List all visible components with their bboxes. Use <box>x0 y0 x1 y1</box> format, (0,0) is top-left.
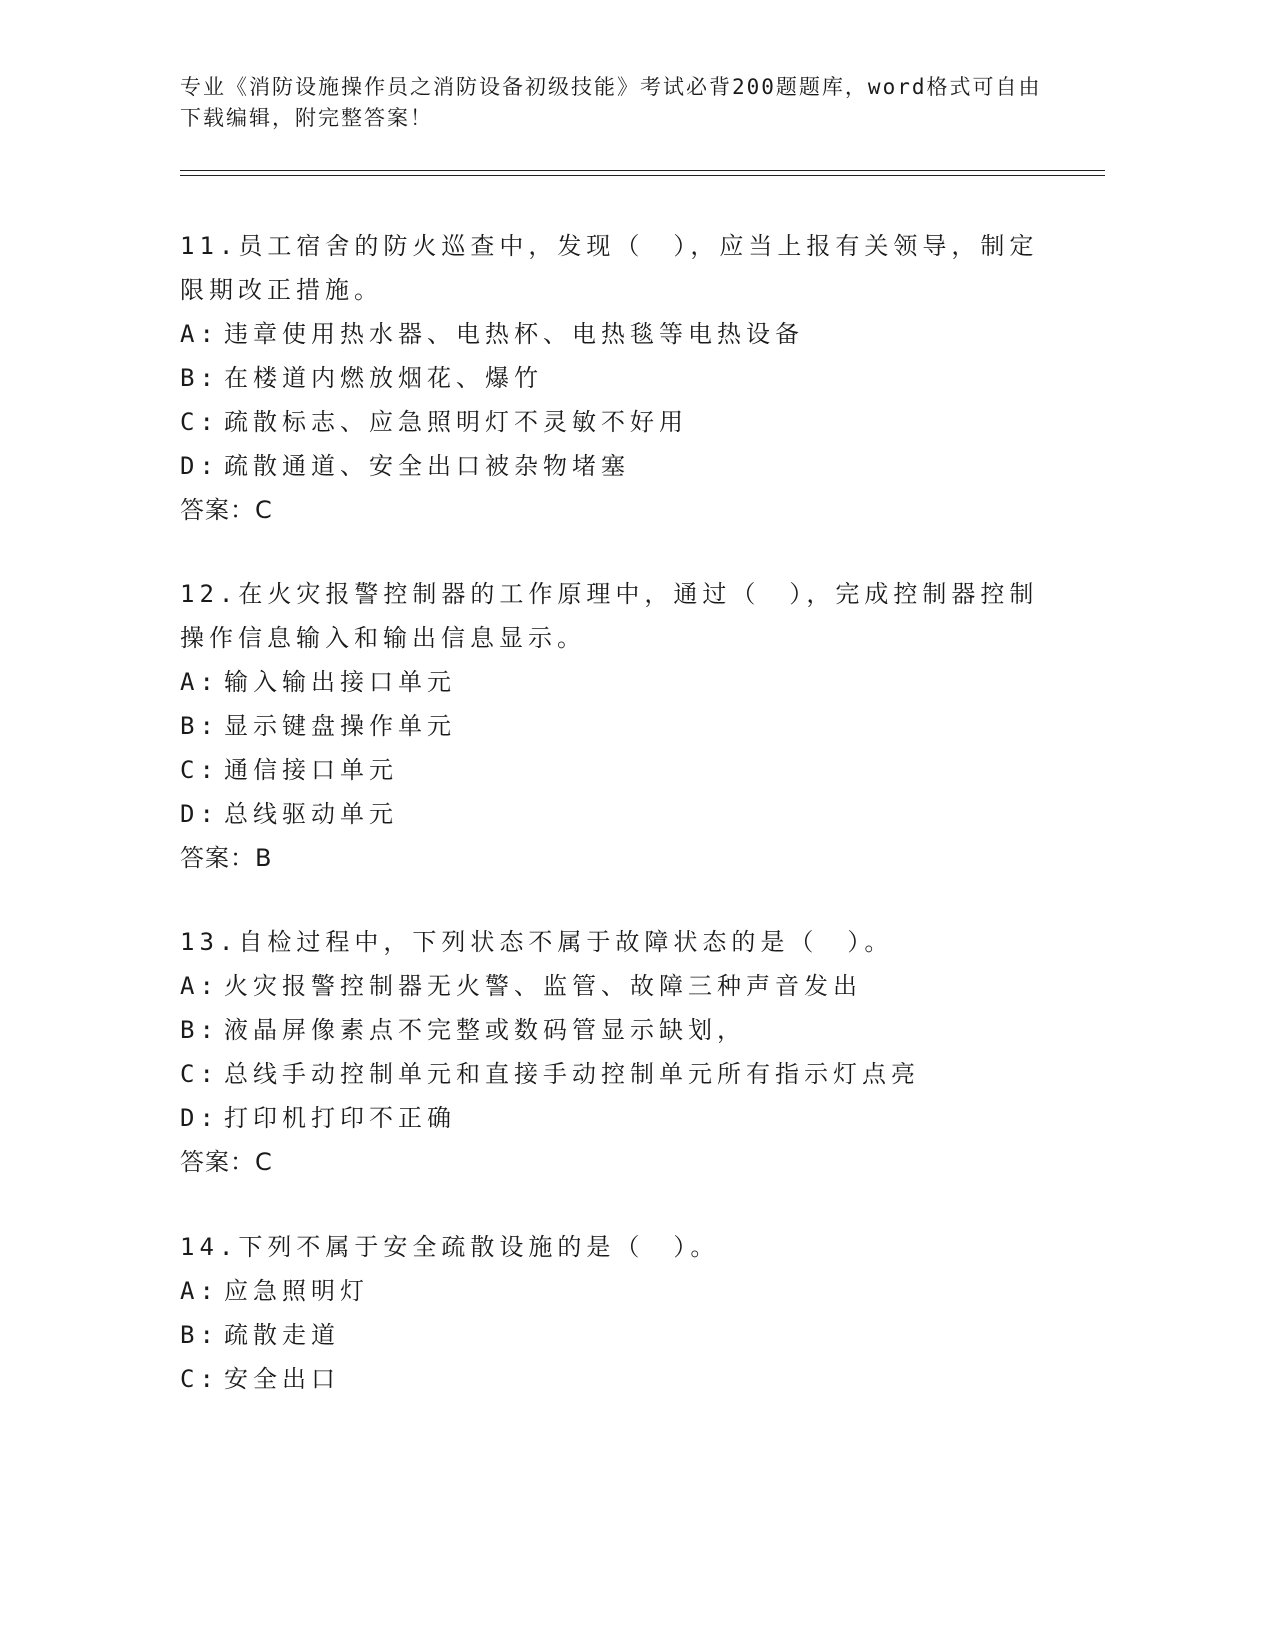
answer: 答案：B <box>180 844 273 872</box>
question-12 <box>180 572 1060 880</box>
option-text: 液晶屏像素点不完整或数码管显示缺划， <box>224 1016 746 1044</box>
option-label: B: <box>180 1016 219 1044</box>
option-text: 显示键盘操作单元 <box>224 712 456 740</box>
option-label: A: <box>180 668 219 696</box>
option-b <box>180 1008 1060 1052</box>
option-label: B: <box>180 1321 219 1349</box>
option-b <box>180 356 1060 400</box>
option-d <box>180 792 1060 836</box>
answer: 答案：C <box>180 1148 273 1176</box>
answer: 答案：C <box>180 496 273 524</box>
question-11 <box>180 224 1060 532</box>
option-a <box>180 964 1060 1008</box>
option-label: C: <box>180 408 219 436</box>
option-label: A: <box>180 320 219 348</box>
question-13 <box>180 920 1060 1184</box>
option-b <box>180 1313 1060 1357</box>
option-c <box>180 1052 1060 1096</box>
option-text: 输入输出接口单元 <box>224 668 456 696</box>
header-divider-bottom <box>180 175 1105 176</box>
option-label: B: <box>180 364 219 392</box>
option-c <box>180 1357 1060 1401</box>
option-label: D: <box>180 1104 219 1132</box>
option-d <box>180 1096 1060 1140</box>
option-label: C: <box>180 756 219 784</box>
option-text: 打印机打印不正确 <box>224 1104 456 1132</box>
question-stem: 13.自检过程中，下列状态不属于故障状态的是（ ）。 <box>180 928 894 956</box>
option-text: 在楼道内燃放烟花、爆竹 <box>224 364 543 392</box>
option-c <box>180 400 1060 444</box>
option-label: A: <box>180 972 219 1000</box>
option-label: C: <box>180 1365 219 1393</box>
option-label: C: <box>180 1060 219 1088</box>
option-text: 疏散通道、安全出口被杂物堵塞 <box>224 452 630 480</box>
question-stem: 11.员工宿舍的防火巡查中，发现（ ），应当上报有关领导，制定限期改正措施。 <box>180 232 1039 304</box>
option-label: D: <box>180 452 219 480</box>
option-c <box>180 748 1060 792</box>
option-text: 总线手动控制单元和直接手动控制单元所有指示灯点亮 <box>224 1060 920 1088</box>
option-b <box>180 704 1060 748</box>
option-text: 应急照明灯 <box>224 1277 369 1305</box>
option-text: 疏散标志、应急照明灯不灵敏不好用 <box>224 408 688 436</box>
option-text: 疏散走道 <box>224 1321 340 1349</box>
option-a <box>180 312 1060 356</box>
option-a <box>180 1269 1060 1313</box>
option-label: D: <box>180 800 219 828</box>
question-stem: 12.在火灾报警控制器的工作原理中，通过（ ），完成控制器控制操作信息输入和输出信息显示。 <box>180 580 1039 652</box>
option-text: 总线驱动单元 <box>224 800 398 828</box>
option-text: 安全出口 <box>224 1365 340 1393</box>
question-14 <box>180 1225 1060 1401</box>
option-text: 通信接口单元 <box>224 756 398 784</box>
option-label: A: <box>180 1277 219 1305</box>
question-stem: 14.下列不属于安全疏散设施的是（ ）。 <box>180 1233 720 1261</box>
option-d <box>180 444 1060 488</box>
option-a <box>180 660 1060 704</box>
option-label: B: <box>180 712 219 740</box>
option-text: 火灾报警控制器无火警、监管、故障三种声音发出 <box>224 972 862 1000</box>
option-text: 违章使用热水器、电热杯、电热毯等电热设备 <box>224 320 804 348</box>
header-divider-top <box>180 170 1105 171</box>
document-header: 专业《消防设施操作员之消防设备初级技能》考试必背200题题库，word格式可自由下载编辑，附完整答案！ <box>180 75 1042 130</box>
